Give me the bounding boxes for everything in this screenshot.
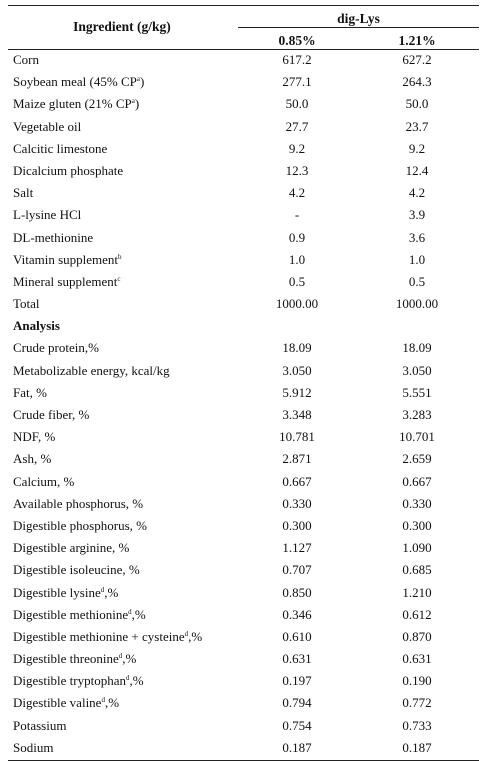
value-121: 10.701 [399,429,435,445]
row-label [13,271,120,293]
table-row [8,227,479,249]
value-085: 50.0 [285,96,309,112]
footnote-marker: a [131,97,135,106]
value-085: 0.631 [282,651,312,667]
value-085: 0.300 [282,517,312,533]
table-header [8,5,479,49]
row-label-text: Total [13,296,40,312]
value-085: 5.912 [282,384,312,400]
value-085: 1000.00 [275,296,319,312]
value-085: 0.794 [282,695,312,711]
row-label [13,138,107,160]
footnote-marker: d [128,607,132,616]
row-label [13,204,81,226]
row-label-text: Digestible tryptophan [13,673,127,689]
row-label [13,360,170,382]
diet-composition-table [8,5,479,759]
row-label [13,249,122,271]
table-body [8,49,479,759]
value-121: 3.050 [402,362,432,378]
table-row [8,537,479,559]
table-row [8,670,479,692]
table-row [8,93,479,115]
value-085: 0.197 [282,673,312,689]
value-085: 0.754 [282,717,312,733]
value-121: 1.0 [408,251,426,267]
row-label-text: Maize gluten (21% CP [13,96,132,112]
row-label [13,182,33,204]
row-label-text: Digestible methionine + cysteine [13,628,185,644]
value-121: 1000.00 [395,296,439,312]
row-label-text: Digestible threonine [13,651,119,667]
row-label-text: Ash, % [13,451,52,467]
value-085: 0.9 [288,229,306,245]
row-label-text: Digestible phosphorus, % [13,517,147,533]
row-label [13,559,140,581]
value-121: 9.2 [408,140,426,156]
value-085: 0.667 [282,473,312,489]
table-row [8,293,479,315]
value-085: 27.7 [285,118,309,134]
row-label [13,715,66,737]
value-121: 2.659 [402,451,432,467]
value-085: 1.0 [288,251,306,267]
column-header-085: 0.85% [278,33,316,48]
value-085: 3.050 [282,362,312,378]
value-085: 2.871 [282,451,312,467]
table-row [8,493,479,515]
value-121: 0.190 [402,673,432,689]
row-label-text: Crude fiber, % [13,407,90,422]
row-label [13,471,74,493]
table-row [8,204,479,226]
value-121: 0.300 [402,517,432,533]
section-heading [13,315,60,337]
row-label [13,537,129,559]
row-label-text: Digestible methionine [13,606,129,622]
footnote-marker: d [118,652,123,661]
row-label-text: NDF, % [13,429,56,445]
table-row [8,404,479,426]
row-label-text: Digestible arginine, % [13,540,130,556]
row-label [13,293,40,315]
table-row [8,160,479,182]
row-label [13,116,81,138]
value-121: 0.685 [402,562,432,578]
table-row [8,271,479,293]
table-row [8,49,479,71]
row-label-text: Crude protein,% [13,340,99,356]
table-row [8,138,479,160]
row-label-suffix: ,% [122,651,137,667]
value-121: 5.551 [402,384,432,400]
table-row [8,582,479,604]
table-row [8,448,479,470]
value-121: 0.870 [402,628,432,644]
row-label-text: Digestible valine [13,695,102,711]
row-label-text: Fat, % [13,384,47,400]
row-label-text: Vegetable oil [13,118,82,134]
value-121: 18.09 [402,340,432,356]
row-label [13,337,99,359]
row-label [13,160,123,182]
row-label [13,493,143,515]
row-label [13,648,136,670]
table-row [8,471,479,493]
value-121: 0.187 [402,739,432,755]
row-label [13,448,51,470]
table-row [8,249,479,271]
value-121: 1.090 [402,540,432,556]
value-085: 0.187 [282,739,312,755]
row-label-suffix: ) [134,96,140,112]
value-121: 0.772 [402,695,432,711]
value-085: 0.5 [288,273,306,289]
row-label-text: DL-methionine [13,229,94,245]
table-row [8,337,479,359]
value-121: 12.4 [405,162,429,178]
value-121: 50.0 [405,96,429,112]
row-label-text: Salt [13,185,34,201]
table-row [8,692,479,714]
value-085: 18.09 [282,340,312,356]
table-row [8,116,479,138]
value-085: 0.707 [282,562,312,578]
value-121: 0.5 [408,273,426,289]
value-085: 3.348 [282,407,312,422]
row-label-suffix: ,% [104,584,119,600]
row-label [13,71,144,93]
row-label [13,404,89,426]
row-label-suffix: ,% [188,628,203,644]
row-label-text: Dicalcium phosphate [13,162,124,178]
row-label-text: Vitamin supplement [13,251,119,267]
table-row [8,604,479,626]
row-label [13,49,39,71]
row-label-text: Calcitic limestone [13,140,108,156]
value-121: 0.733 [402,717,432,733]
table-row [8,71,479,93]
footnote-marker: d [126,674,130,683]
group-rule [238,27,479,28]
value-085: 1.127 [282,540,312,556]
row-label-text: Corn [13,52,39,67]
table-row [8,559,479,581]
row-label [13,626,202,648]
table-row [8,360,479,382]
table-row [8,515,479,537]
value-085: 12.3 [285,162,309,178]
row-label-suffix: ) [139,74,145,90]
value-085: 0.610 [282,628,312,644]
section-heading-row [8,315,479,337]
row-label-text: Mineral supplement [13,273,118,289]
table-row [8,426,479,448]
row-label-suffix: ,% [129,673,144,689]
value-121: 627.2 [402,52,432,67]
table-row [8,648,479,670]
footnote-marker: c [117,274,121,283]
value-085: 617.2 [282,52,312,67]
row-label [13,582,118,604]
row-label-text: L-lysine HCl [13,207,82,223]
value-121: 3.9 [408,207,426,223]
footnote-marker: d [100,585,105,594]
row-label-text: Available phosphorus, % [13,495,144,511]
footnote-marker: d [101,696,105,705]
value-121: 0.667 [402,473,432,489]
value-121: 23.7 [405,118,429,134]
row-label-text: Digestible isoleucine, % [13,562,140,578]
table-row [8,182,479,204]
value-121: 0.330 [402,495,432,511]
value-085: 9.2 [288,140,306,156]
row-label-suffix: ,% [131,606,146,622]
row-label [13,670,144,692]
value-085: 4.2 [288,185,306,201]
row-label [13,604,146,626]
value-085: 10.781 [279,429,315,445]
footnote-marker: a [136,75,140,84]
row-label-suffix: ,% [104,695,120,711]
row-label [13,426,55,448]
value-085: - [294,207,300,223]
value-085: 0.330 [282,495,312,511]
value-121: 4.2 [408,185,426,201]
row-label-text: Metabolizable energy, kcal/kg [13,362,170,378]
row-label [13,692,119,714]
row-label-text: Calcium, % [13,473,75,489]
footnote-marker: b [118,252,122,261]
value-121: 264.3 [402,74,432,90]
table-row [8,715,479,737]
row-label-text: Analysis [13,318,60,334]
value-121: 3.6 [408,229,426,245]
row-label [13,93,139,115]
value-085: 0.346 [282,606,312,622]
column-header-121: 1.21% [398,33,436,48]
footnote-marker: d [184,629,189,638]
table-row [8,626,479,648]
value-121: 0.631 [402,651,432,667]
row-label-text: Sodium [13,739,54,755]
value-085: 0.850 [282,584,312,600]
row-label [13,515,147,537]
value-121: 3.283 [402,407,432,422]
row-label-text: Potassium [13,717,67,733]
table-row [8,382,479,404]
value-121: 0.612 [402,606,432,622]
value-121: 1.210 [402,584,432,600]
value-085: 277.1 [282,74,312,90]
ingredient-header: Ingredient (g/kg) [73,19,171,34]
row-label-text: Soybean meal (45% CP [13,74,137,90]
row-label [13,227,93,249]
row-label-text: Digestible lysine [13,584,101,600]
dig-lys-group-header: dig-Lys [337,11,380,26]
row-label [13,382,47,404]
